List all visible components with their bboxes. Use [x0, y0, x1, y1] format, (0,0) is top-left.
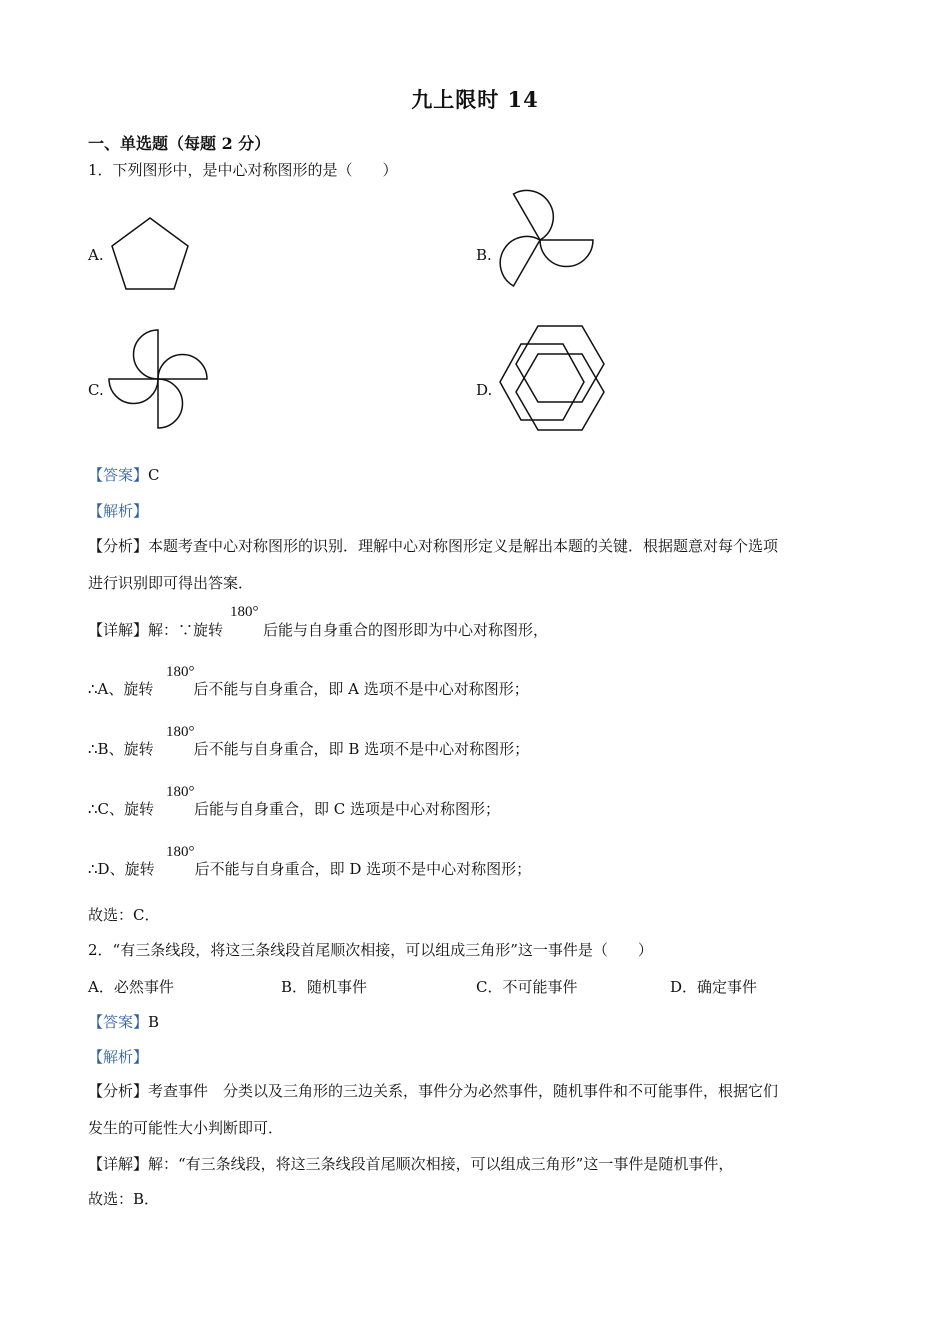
- q1-fenxi-line2: 进行识别即可得出答案．: [88, 574, 254, 592]
- q2-option-c: C．不可能事件: [476, 978, 578, 996]
- q2-option-b: B．随机事件: [281, 978, 368, 996]
- detail-pre: 解：∵旋转: [148, 621, 224, 639]
- analysis-tag: 【解析】: [88, 502, 149, 520]
- angle-label-b: 180°: [166, 724, 195, 740]
- q2-option-a: A．必然事件: [88, 978, 174, 996]
- page-title: 九上限时 14: [411, 87, 539, 112]
- q1-answer-line: [88, 465, 160, 485]
- line-a-post: 后不能与自身重合，即 A 选项不是中心对称图形；: [193, 680, 529, 698]
- q1-stem: 1．下列图形中，是中心对称图形的是（ ）: [88, 161, 398, 179]
- q1-line-d: [88, 859, 531, 879]
- line-a-pre: ∴A、旋转: [88, 680, 154, 698]
- q1-line-c: [88, 799, 500, 819]
- section-heading: 一、单选题（每题 2 分）: [88, 134, 271, 153]
- pentagon-figure: [100, 208, 200, 298]
- q1-option-b-label: B.: [476, 246, 492, 264]
- angle-label-d: 180°: [166, 844, 195, 860]
- analysis-tag: 【解析】: [88, 1048, 149, 1066]
- detail-tag: 【详解】: [88, 1155, 149, 1173]
- q1-option-d-label: D.: [476, 381, 493, 399]
- q2-answer-line: [88, 1012, 159, 1032]
- q2-stem: 2．“有三条线段，将这三条线段首尾顺次相接，可以组成三角形”这一事件是（ ）: [88, 941, 653, 959]
- detail-post: 后能与自身重合的图形即为中心对称图形，: [263, 621, 549, 639]
- three-blade-figure: [490, 186, 605, 296]
- q1-line-a: [88, 679, 529, 699]
- answer-value: C: [148, 466, 160, 484]
- q1-detail-line: [88, 620, 548, 640]
- angle-label-c: 180°: [166, 784, 195, 800]
- q1-fenxi-line1: [88, 536, 778, 556]
- q1-option-c-label: C.: [88, 381, 104, 399]
- fenxi-text: 本题考查中心对称图形的识别．理解中心对称图形定义是解出本题的关键．根据题意对每个选项: [148, 537, 779, 555]
- angle-label-a: 180°: [166, 664, 195, 680]
- pinwheel-figure: [100, 322, 215, 434]
- fenxi-text: 考查事件 分类以及三角形的三边关系，事件分为必然事件，随机事件和不可能事件，根据它们: [148, 1082, 779, 1100]
- fenxi-tag: 【分析】: [88, 1082, 149, 1100]
- line-c-post: 后能与自身重合，即 C 选项是中心对称图形；: [194, 800, 501, 818]
- q2-detail-line: [88, 1154, 733, 1174]
- fenxi-tag: 【分析】: [88, 537, 149, 555]
- q2-conclusion: 故选：B．: [88, 1190, 160, 1208]
- line-b-pre: ∴B、旋转: [88, 740, 154, 758]
- three-hexagon-figure: [490, 318, 615, 436]
- line-b-post: 后不能与自身重合，即 B 选项不是中心对称图形；: [193, 740, 530, 758]
- q2-fenxi-line1: [88, 1081, 778, 1101]
- q2-fenxi-line2: 发生的可能性大小判断即可．: [88, 1119, 284, 1137]
- q1-line-b: [88, 739, 529, 759]
- q2-option-d: D．确定事件: [670, 978, 758, 996]
- answer-tag: 【答案】: [88, 1013, 149, 1031]
- detail-tag: 【详解】: [88, 621, 149, 639]
- q1-option-a-label: A.: [88, 246, 104, 264]
- line-d-pre: ∴D、旋转: [88, 860, 155, 878]
- q1-conclusion: 故选：C．: [88, 906, 160, 924]
- answer-tag: 【答案】: [88, 466, 149, 484]
- answer-value: B: [148, 1013, 160, 1031]
- line-c-pre: ∴C、旋转: [88, 800, 155, 818]
- line-d-post: 后不能与自身重合，即 D 选项不是中心对称图形；: [194, 860, 532, 878]
- detail-text: 解：“有三条线段，将这三条线段首尾顺次相接，可以组成三角形”这一事件是随机事件，: [148, 1155, 734, 1173]
- angle-label: 180°: [230, 604, 259, 620]
